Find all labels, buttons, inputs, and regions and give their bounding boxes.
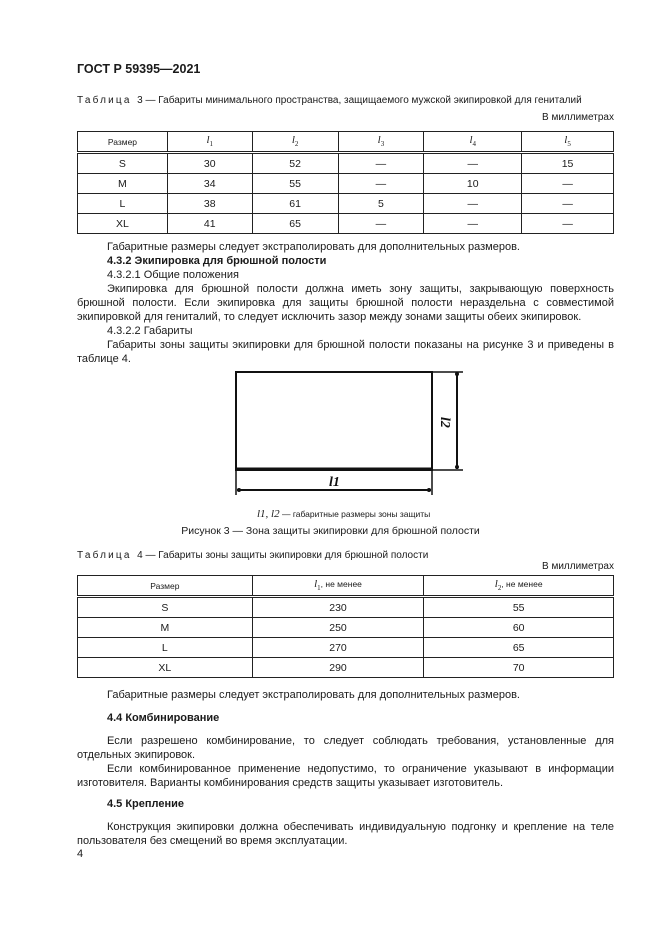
cell: 34 [167, 174, 252, 194]
cell: S [78, 153, 168, 174]
cell: 41 [167, 214, 252, 234]
figure3-l2-label: l2 [437, 417, 452, 428]
cell: 55 [424, 597, 614, 618]
cell: 52 [252, 153, 338, 174]
table-row [78, 153, 614, 174]
table3-label: Таблица [77, 95, 132, 106]
document-id: ГОСТ Р 59395—2021 [77, 62, 201, 76]
cell: 5 [338, 194, 424, 214]
table4-col-size: Размер [78, 576, 253, 597]
heading-4-3-2: 4.3.2 Экипировка для брюшной полости [107, 255, 327, 267]
table-row [78, 597, 614, 618]
table3-title: 3 — Габариты минимального пространства, защищаемого мужской экипировкой для гениталий [137, 95, 582, 106]
cell: 65 [424, 638, 614, 658]
heading-4-3-2-1: 4.3.2.1 Общие положения [107, 269, 239, 281]
cell: 55 [252, 174, 338, 194]
cell: S [78, 597, 253, 618]
extrapolate-note-1: Габаритные размеры следует экстраполировать для дополнительных размеров. [107, 241, 520, 253]
cell: M [78, 618, 253, 638]
cell: XL [78, 658, 253, 678]
cell: 15 [522, 153, 614, 174]
cell: 70 [424, 658, 614, 678]
cell: 270 [252, 638, 424, 658]
page-number: 4 [77, 848, 84, 860]
cell: — [338, 153, 424, 174]
table3-col-l4: $l_4$ [424, 132, 522, 153]
cell: 65 [252, 214, 338, 234]
paragraph-4-4-b: Если комбинированное применение недопустимо, то ограничение указывают в информации изготовителя. Варианты комбинирования средств защиты указывает изготовитель. [77, 763, 614, 789]
cell: 30 [167, 153, 252, 174]
cell: — [424, 153, 522, 174]
table-row [78, 194, 614, 214]
figure3-l1-label: l1 [329, 475, 340, 490]
cell: — [522, 174, 614, 194]
figure3-diagram [225, 365, 475, 500]
table3-caption [77, 95, 582, 106]
cell: — [338, 174, 424, 194]
table-row [78, 214, 614, 234]
table-row [78, 638, 614, 658]
table4-label: Таблица [77, 550, 132, 561]
table3-col-l5: $l_5$ [522, 132, 614, 153]
cell: 61 [252, 194, 338, 214]
extrapolate-note-2: Габаритные размеры следует экстраполировать для дополнительных размеров. [107, 689, 520, 701]
table3-col-l1: $l_1$ [167, 132, 252, 153]
heading-4-4: 4.4 Комбинирование [107, 712, 220, 724]
table4-col-l2: $l_2$, не менее [424, 576, 614, 597]
cell: M [78, 174, 168, 194]
cell: 10 [424, 174, 522, 194]
table3-col-l2: $l_2$ [252, 132, 338, 153]
table-row [78, 174, 614, 194]
cell: XL [78, 214, 168, 234]
paragraph-4-3-2-2: Габариты зоны защиты экипировки для брюшной полости показаны на рисунке 3 и приведены в таблице 4. [77, 339, 614, 365]
table-row [78, 618, 614, 638]
table4-title: 4 — Габариты зоны защиты экипировки для брюшной полости [137, 550, 429, 561]
cell: — [424, 214, 522, 234]
cell: 250 [252, 618, 424, 638]
table3-col-l3: $l_3$ [338, 132, 424, 153]
table4-units: В миллиметрах [542, 561, 614, 572]
figure3-legend-symbols: l1, l2 [257, 508, 280, 520]
cell: 230 [252, 597, 424, 618]
cell: — [522, 194, 614, 214]
cell: 290 [252, 658, 424, 678]
table4-col-l1: $l_1$, не менее [252, 576, 424, 597]
heading-4-3-2-2: 4.3.2.2 Габариты [107, 325, 193, 337]
table4-header-row [78, 576, 614, 597]
table4-caption [77, 550, 428, 561]
figure3-legend-text: — габаритные размеры зоны защиты [282, 509, 431, 519]
cell: L [78, 194, 168, 214]
paragraph-4-5: Конструкция экипировки должна обеспечивать индивидуальную подгонку и крепление на теле пользователя без смещений во время эксплуатации. [77, 821, 614, 847]
figure3-caption: Рисунок 3 — Зона защиты экипировки для брюшной полости [181, 525, 480, 537]
cell: — [424, 194, 522, 214]
table-row [78, 658, 614, 678]
table3-col-size: Размер [78, 132, 168, 153]
figure3-legend [257, 508, 430, 520]
heading-4-5: 4.5 Крепление [107, 798, 185, 810]
table3-header-row [78, 132, 614, 153]
paragraph-4-3-2-1: Экипировка для брюшной полости должна иметь зону защиты, закрывающую поверхность брюшной полости. Если экипировка для защиты брюшной полости нераздельна с совместимой экипировкой для гениталий, то следует исключить зазор между зонами защиты обеих экипировок. [77, 283, 614, 323]
table4 [77, 575, 614, 678]
cell: L [78, 638, 253, 658]
table3-units: В миллиметрах [542, 112, 614, 123]
paragraph-4-4-a: Если разрешено комбинирование, то следует соблюдать требования, установленные для отдельных экипировок. [77, 735, 614, 761]
cell: 60 [424, 618, 614, 638]
table3 [77, 131, 614, 234]
cell: — [338, 214, 424, 234]
cell: — [522, 214, 614, 234]
cell: 38 [167, 194, 252, 214]
